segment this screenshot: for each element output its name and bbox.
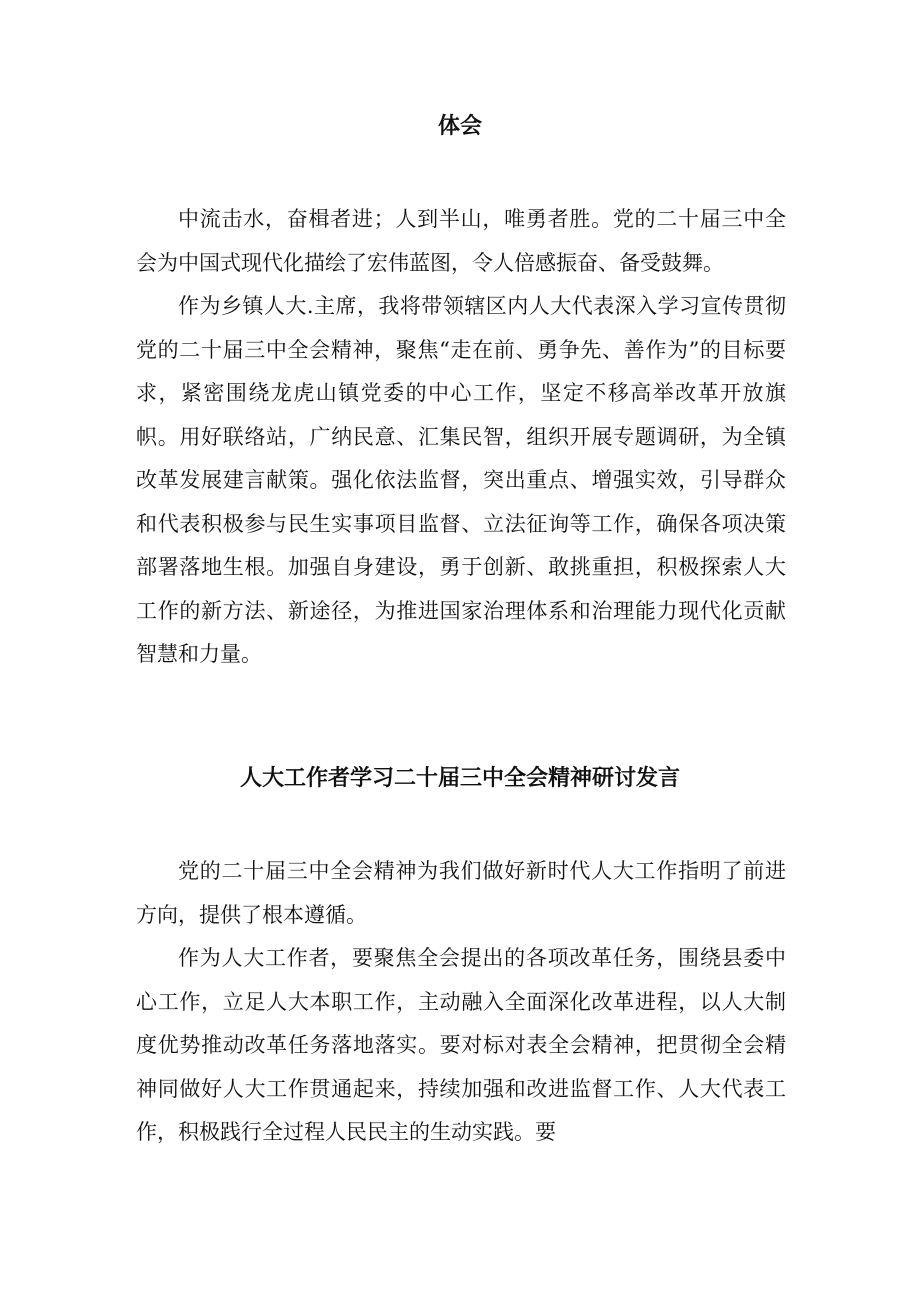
section-body-2 <box>136 850 786 1155</box>
section-title-2: 人大工作者学习二十届三中全会精神研讨发言 <box>239 765 680 791</box>
section-body-1 <box>136 198 786 677</box>
paragraph: 作为人大工作者，要聚焦全会提出的各项改革任务，围绕县委中心工作，立足人大本职工作，主动融入全面深化改革进程，以人大制度优势推动改革任务落地落实。要对标对表全会精神，把贯彻全会精神同做好人大工作贯通起来，持续加强和改进监督工作、人大代表工作，积极践行全过程人民民主的生动实践。要 <box>136 946 786 1144</box>
section-title-1: 体会 <box>437 113 482 139</box>
paragraph: 作为乡镇人大.主席，我将带领辖区内人大代表深入学习宣传贯彻党的二十届三中全会精神，聚焦“走在前、勇争先、善作为”的目标要求，紧密围绕龙虎山镇党委的中心工作，坚定不移高举改革开放旗帜。用好联络站，广纳民意、汇集民智，组织开展专题调研，为全镇改革发展建言献策。强化依法监督，突出重点、增强实效，引导群众和代表积极参与民生实事项目监督、立法征询等工作，确保各项决策部署落地生根。加强自身建设，勇于创新、敢挑重担，积极探索人大工作的新方法、新途径，为推进国家治理体系和治理能力现代化贡献智慧和力量。 <box>136 294 786 666</box>
paragraph: 党的二十届三中全会精神为我们做好新时代人大工作指明了前进方向，提供了根本遵循。 <box>136 859 786 927</box>
paragraph: 中流击水，奋楫者进；人到半山，唯勇者胜。党的二十届三中全会为中国式现代化描绘了宏伟蓝图，令人倍感振奋、备受鼓舞。 <box>136 207 786 275</box>
